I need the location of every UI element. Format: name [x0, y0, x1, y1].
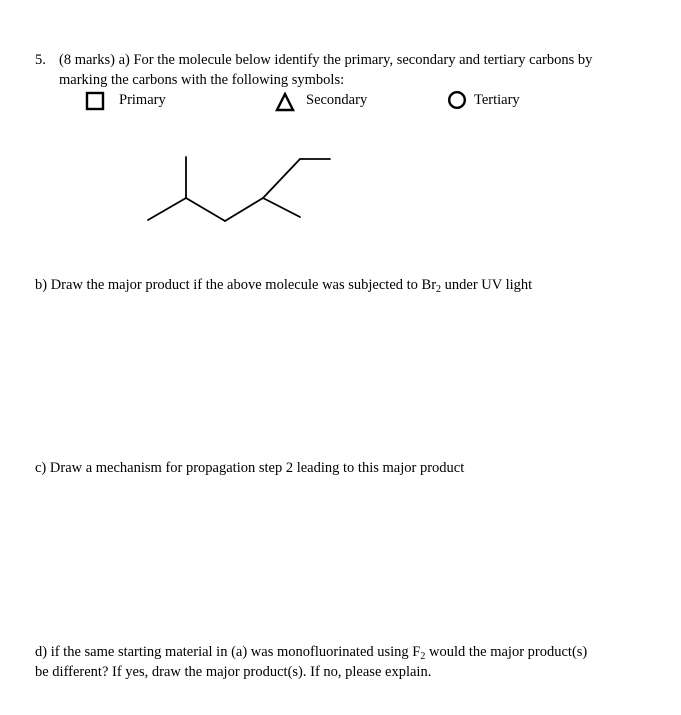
tertiary-label: Tertiary — [474, 92, 520, 108]
part-b-subscript: 2 — [436, 284, 442, 295]
part-b-suffix: under UV light — [441, 277, 533, 293]
bond — [148, 198, 186, 220]
part-d-subscript: 2 — [420, 651, 426, 662]
part-d-prefix: d) if the same starting material in (a) was monofluorinated using F — [35, 644, 421, 660]
part-d-suffix: would the major product(s) — [425, 644, 588, 660]
part-a-line-1: (8 marks) a) For the molecule below identify the primary, secondary and tertiary carbons by — [59, 52, 593, 68]
bond — [263, 198, 300, 217]
bond — [225, 198, 263, 221]
square-icon — [85, 91, 105, 111]
triangle-icon — [275, 92, 295, 112]
molecule-structure — [140, 150, 340, 230]
bond — [186, 198, 225, 221]
part-b-prefix: b) Draw the major product if the above molecule was subjected to Br — [35, 277, 437, 293]
circle-icon — [447, 90, 467, 110]
part-d-line-2: be different? If yes, draw the major product(s). If no, please explain. — [35, 664, 432, 680]
secondary-label: Secondary — [306, 92, 368, 108]
part-b-text — [35, 276, 532, 299]
part-a-line-2: marking the carbons with the following symbols: — [59, 72, 345, 88]
skeletal-molecule — [140, 150, 340, 235]
question-number: 5. — [35, 52, 46, 68]
primary-label: Primary — [119, 92, 166, 108]
bond — [263, 159, 300, 198]
part-c-text: c) Draw a mechanism for propagation step 2 leading to this major product — [35, 460, 465, 476]
